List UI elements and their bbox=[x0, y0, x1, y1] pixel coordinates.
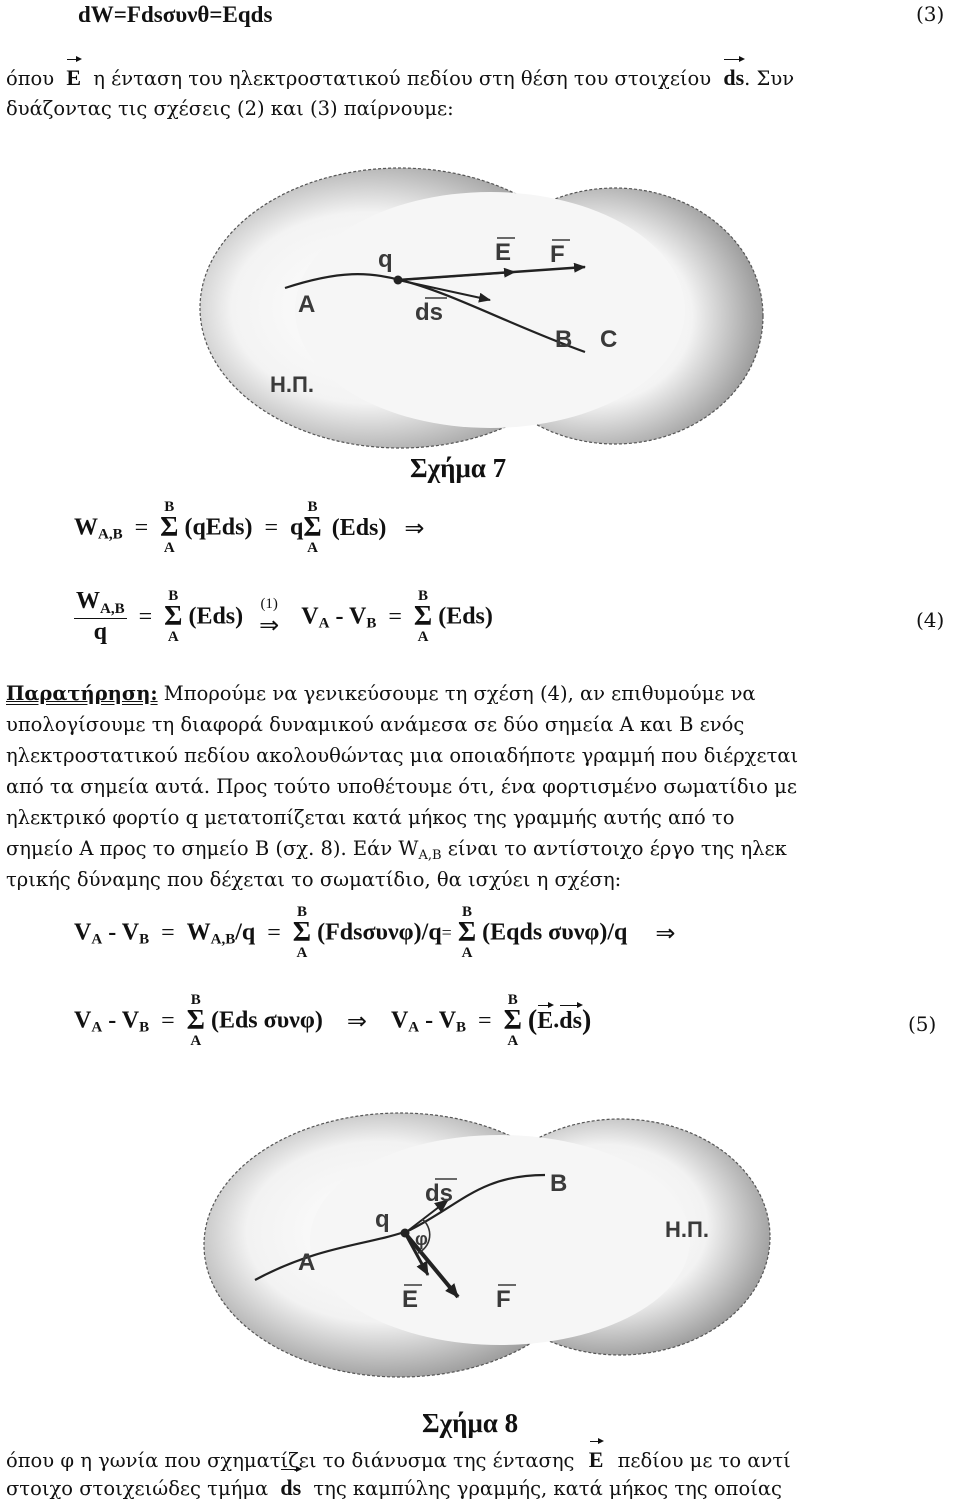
vector-ds-symbol: ds bbox=[559, 1007, 582, 1034]
label-B: B bbox=[550, 1170, 568, 1197]
figure-8 bbox=[200, 1105, 775, 1380]
label-q: q bbox=[375, 1206, 390, 1233]
remark-line-2: υπολογίσουμε τη διαφορά δυναμικού ανάμεσα σε δύο σημεία Α και Β ενός bbox=[6, 713, 745, 736]
label-C: C bbox=[600, 326, 618, 353]
label-phi: φ bbox=[415, 1229, 428, 1249]
sum-symbol: B Σ A bbox=[160, 499, 179, 556]
vector-E-symbol: E bbox=[537, 1007, 554, 1034]
remark-heading: Παρατήρηση: bbox=[6, 682, 158, 705]
equation-work-sum: $W_{A,B}$ = B Σ A (qEds) = q B Σ A (Eds) ⇒ bbox=[74, 499, 425, 556]
label-A: A bbox=[298, 1249, 316, 1276]
label-B: B bbox=[555, 326, 573, 353]
remark-line-6: σημείο Α προς το σημείο Β (σχ. 8). Εάν $W_{A,B}$ είναι το αντίστοιχο έργο της ηλεκ bbox=[6, 837, 787, 863]
label-F: F bbox=[550, 241, 565, 268]
sum-symbol: B Σ A bbox=[457, 904, 477, 961]
sum-symbol: B Σ A bbox=[186, 992, 205, 1049]
equation-number-3: (3) bbox=[916, 2, 945, 26]
remark-line-7: τρικής δύναμης που δέχεται το σωματίδιο, θα ισχύει η σχέση: bbox=[6, 868, 622, 891]
remark-line-4: από τα σημεία αυτά. Προς τούτο υποθέτουμε ότι, ένα φορτισμένο σωματίδιο με bbox=[6, 775, 797, 798]
equation-4: $\frac{W_{A,B}}{q}$ = B Σ A (Eds) (1) ⇒ $V_A - V_B$ = B Σ A (Eds) bbox=[76, 588, 493, 645]
equation-number-4: (4) bbox=[916, 608, 945, 632]
field-region-8 bbox=[204, 1113, 770, 1377]
label-field-region: Η.Π. bbox=[270, 372, 314, 397]
charge-point-q bbox=[394, 276, 403, 285]
vector-E-symbol: E bbox=[589, 1444, 604, 1475]
equation-potential-difference-work: $V_A - V_B = W_{A,B}/q$ = B Σ A (Fdsσυνφ)/q= B Σ A (Eqds συνφ)/q ⇒ bbox=[74, 904, 676, 961]
label-field-region: Η.Π. bbox=[665, 1217, 709, 1242]
fraction-W-over-q: $\frac{W_{A,B}}{q}$ bbox=[76, 588, 125, 645]
figure-8-caption: Σχήμα 8 bbox=[422, 1408, 519, 1438]
implies-arrow: ⇒ bbox=[655, 919, 676, 947]
figure-7-caption: Σχήμα 7 bbox=[410, 453, 507, 483]
equation-3 bbox=[78, 2, 272, 28]
charge-point-q bbox=[401, 1229, 410, 1238]
implies-arrow: ⇒ bbox=[404, 514, 425, 542]
label-E: E bbox=[402, 1286, 419, 1313]
label-F: F bbox=[496, 1286, 511, 1313]
label-ds: ds bbox=[415, 299, 444, 326]
remark-line-5: ηλεκτρικό φορτίο q μετατοπίζεται κατά μήκος της γραμμής αυτής από το bbox=[6, 806, 735, 829]
label-E: E bbox=[495, 239, 512, 266]
sum-symbol: B Σ A bbox=[292, 904, 312, 961]
vector-ds-symbol: ds bbox=[723, 62, 744, 93]
field-region-7 bbox=[200, 168, 763, 448]
intro-line-2: δυάζοντας τις σχέσεις (2) και (3) παίρνουμε: bbox=[6, 97, 454, 120]
figure-7 bbox=[190, 160, 765, 455]
angle-line-2: στοιχο στοιχειώδες τμήμα ds της καμπύλης γραμμής, κατά μήκος της οποίας bbox=[6, 1472, 782, 1504]
equation-3-text: dW=Fdsσυνθ=Eqds bbox=[78, 2, 273, 27]
sum-symbol: B Σ A bbox=[503, 992, 522, 1049]
vector-E-symbol: E bbox=[66, 62, 81, 93]
vector-ds-symbol: ds bbox=[280, 1472, 301, 1503]
implies-arrow: ⇒ bbox=[346, 1007, 367, 1035]
intro-line-1: όπου E η ένταση του ηλεκτροστατικού πεδίου στη θέση του στοιχείου ds. Συν bbox=[6, 62, 794, 94]
remark-line-1: Παρατήρηση: Μπορούμε να γενικεύσουμε τη σχέση (4), αν επιθυμούμε να bbox=[6, 682, 756, 705]
angle-line-1: όπου φ η γωνία που σχηματίζει το διάνυσμα της έντασης E πεδίου με το αντί bbox=[6, 1444, 791, 1476]
remark-line-3: ηλεκτροστατικού πεδίου ακολουθώντας μια οποιαδήποτε γραμμή που διέρχεται bbox=[6, 744, 799, 767]
equation-number-5: (5) bbox=[908, 1012, 937, 1036]
sum-symbol: B Σ A bbox=[303, 499, 322, 556]
sum-symbol: B Σ A bbox=[164, 588, 183, 645]
label-A: A bbox=[298, 291, 316, 318]
implies-with-ref: (1) ⇒ bbox=[259, 595, 280, 639]
label-ds: ds bbox=[425, 1180, 454, 1207]
sum-symbol: B Σ A bbox=[413, 588, 433, 645]
label-q: q bbox=[378, 246, 393, 273]
equation-5: $V_A - V_B$ = B Σ A (Eds συνφ) ⇒ $V_A - V_B$ = B Σ A (E.ds) bbox=[74, 992, 592, 1049]
